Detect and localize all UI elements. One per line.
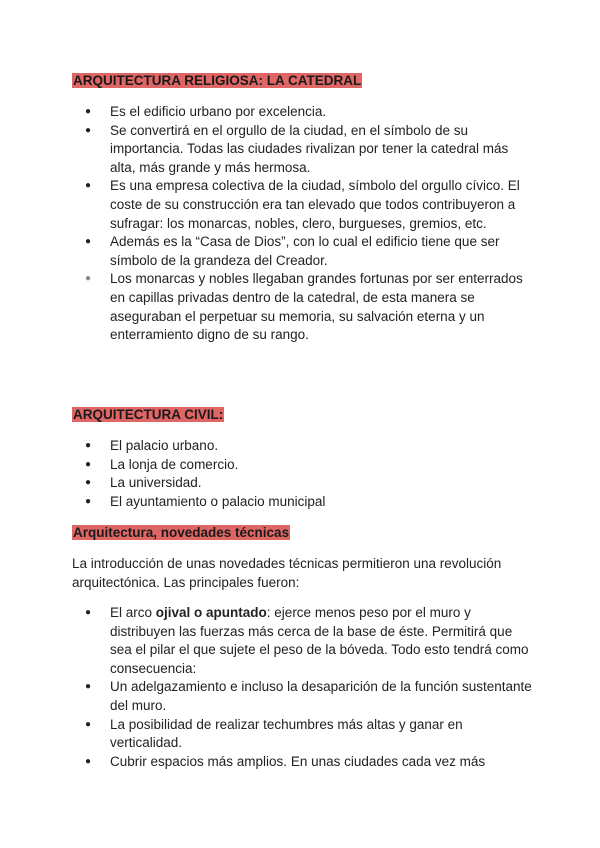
technical-innovations-list xyxy=(72,604,532,771)
heading-technical-innovations: Arquitectura, novedades técnicas xyxy=(73,525,290,540)
bullet-icon: ● xyxy=(85,477,92,489)
list-item: ● Además es la “Casa de Dios”, con lo cual el edificio tiene que ser símbolo de la grandeza del Creador. xyxy=(85,234,500,268)
bullet-icon: ● xyxy=(85,440,92,451)
list-item: ● Los monarcas y nobles llegaban grandes fortunas por ser enterrados en capillas privadas dentro de la catedral, de esta manera se aseguraban el perpetuar su memoria, su salvación eterna y un enterramiento digno de su rango. xyxy=(85,271,523,343)
bullet-icon: ● xyxy=(85,273,92,285)
list-item: ● El ayuntamiento o palacio municipal xyxy=(72,493,532,512)
list-item: ● La universidad. xyxy=(72,474,532,493)
intro-paragraph: La introducción de unas novedades técnicas permitieron una revolución arquitectónica. Las principales fueron: xyxy=(72,556,502,590)
ojival-term: ojival o apuntado xyxy=(155,605,267,620)
bullet-icon: ● xyxy=(85,681,92,693)
list-item: ● Se convertirá en el orgullo de la ciudad, en el símbolo de su importancia. Todas las ciudades rivalizan por tener la catedral más alta, más grande y más hermosa. xyxy=(85,122,509,175)
list-item: ● Es una empresa colectiva de la ciudad, símbolo del orgullo cívico. El coste de su construcción era tan elevado que todos contribuyeron a sufragar: los monarcas, nobles, clero, burgueses, gremios, etc. xyxy=(85,178,520,231)
list-item: ● El arco ojival o apuntado: ejerce menos peso por el muro y distribuyen las fuerzas más cerca de la base de éste. Permitirá que sea el pilar el que sujete el peso de la bóveda. Todo esto tendrá como consecuencia: xyxy=(85,605,529,676)
bullet-icon: ● xyxy=(85,495,92,507)
bullet-icon: ● xyxy=(85,458,92,470)
bullet-icon: ● xyxy=(85,236,92,248)
list-item: ● Cubrir espacios más amplios. En unas ciudades cada vez más xyxy=(72,753,532,772)
civil-architecture-list xyxy=(72,437,532,511)
bullet-icon: ● xyxy=(85,180,92,192)
bullet-icon: ● xyxy=(85,106,92,117)
bullet-icon: ● xyxy=(85,607,92,618)
list-item: ● El palacio urbano. xyxy=(72,437,532,456)
bullet-icon: ● xyxy=(85,124,92,136)
list-item: ● Un adelgazamiento e incluso la desaparición de la función sustentante del muro. xyxy=(85,679,532,713)
bullet-icon: ● xyxy=(85,718,92,730)
bullet-icon: ● xyxy=(85,755,92,767)
heading-religious-architecture: ARQUITECTURA RELIGIOSA: LA CATEDRAL xyxy=(73,73,362,88)
list-item: ● La lonja de comercio. xyxy=(72,456,532,475)
list-item: ● La posibilidad de realizar techumbres más altas y ganar en verticalidad. xyxy=(85,716,463,751)
heading-civil-architecture: ARQUITECTURA CIVIL: xyxy=(73,407,224,422)
list-item: ● Es el edificio urbano por excelencia. xyxy=(72,103,532,122)
religious-architecture-list xyxy=(72,103,532,345)
